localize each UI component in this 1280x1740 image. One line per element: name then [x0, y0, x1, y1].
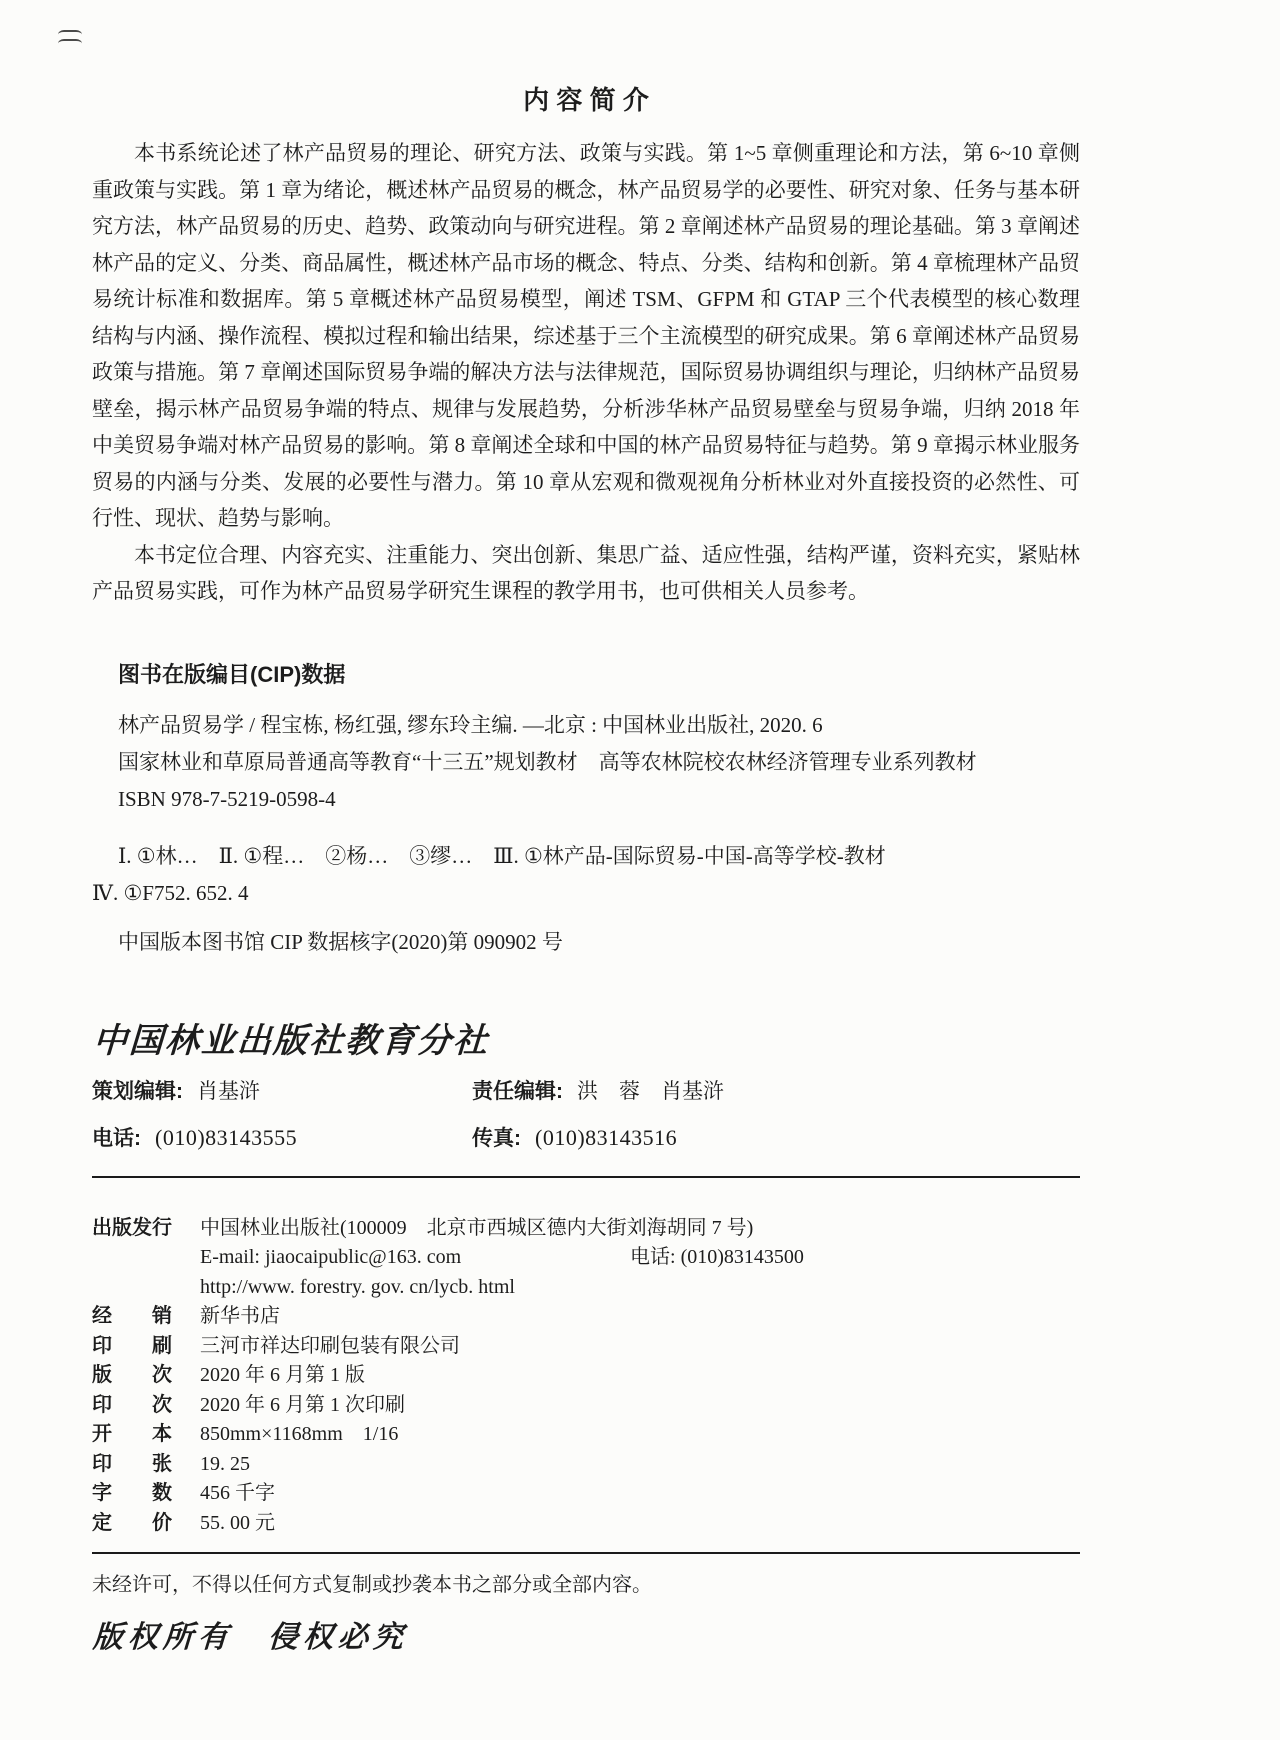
- phone-cell: [92, 1121, 472, 1156]
- cip-heading: 图书在版编目(CIP)数据: [118, 661, 346, 687]
- fax-number: (010)83143516: [535, 1124, 678, 1150]
- colophon-row-url: [92, 1273, 1080, 1303]
- wordcount-label: 字 数: [92, 1482, 172, 1504]
- page-content: [92, 0, 1080, 1656]
- resp-editor-names: 洪 蓉 肖基浒: [577, 1078, 724, 1103]
- intro-paragraph-2: 本书定位合理、内容充实、注重能力、突出创新、集思广益、适应性强，结构严谨，资料充实，紧贴林产品贸易实践，可作为林产品贸易学研究生课程的教学用书，也可供相关人员参考。: [92, 542, 1080, 603]
- colophon-row-price: [92, 1509, 1080, 1539]
- intro-paragraph-1: 本书系统论述了林产品贸易的理论、研究方法、政策与实践。第 1~5 章侧重理论和方法，第 6~10 章侧重政策与实践。第 1 章为绪论，概述林产品贸易的概念，林产品贸易学的必要性、研究对象、任务与基本研究方法，林产品贸易的历史、趋势、政策动向与研究进程。第 2 章阐述林产品贸易的理论基础。第 3 章阐述林产品的定义、分类、商品属性，概述林产品市场的概念、特点、分类、结构和创新。第 4 章梳理林产品贸易统计标准和数据库。第 5 章概述林产品贸易模型，阐述 TSM、GFPM 和 GTAP 三个代表模型的核心数理结构与内涵、操作流程、模拟过程和输出结果，综述基于三个主流模型的研究成果。第 6 章阐述林产品贸易政策与措施。第 7 章阐述国际贸易争端的解决方法与法律规范，国际贸易协调组织与理论，归纳林产品贸易壁垒，揭示林产品贸易争端的特点、规律与发展趋势，分析涉华林产品贸易壁垒与贸易争端，归纳 2018 年中美贸易争端对林产品贸易的影响。第 8 章阐述全球和中国的林产品贸易特征与趋势。第 9 章揭示林业服务贸易的内涵与分类、发展的必要性与潜力。第 10 章从宏观和微观视角分析林业对外直接投资的必然性、可行性、现状、趋势与影响。: [92, 141, 1080, 530]
- publisher-address: 中国林业出版社(100009 北京市西城区德内大街刘海胡同 7 号): [200, 1216, 754, 1239]
- empty-label: [92, 1243, 200, 1273]
- cip-record-block: [92, 707, 1080, 818]
- cip-classification-block: [92, 838, 1080, 912]
- copyright-notice: 未经许可，不得以任何方式复制或抄袭本书之部分或全部内容。: [92, 1574, 652, 1596]
- colophon-row-publisher: [92, 1214, 1080, 1244]
- format-value: 850mm×1168mm 1/16: [200, 1423, 399, 1445]
- plan-editor-cell: [92, 1074, 472, 1109]
- colophon-row-email: [92, 1243, 1080, 1273]
- colophon-row-impression: [92, 1391, 1080, 1421]
- cip-record-number: 中国版本图书馆 CIP 数据核字(2020)第 090902 号: [118, 929, 563, 954]
- price-value: 55. 00 元: [200, 1511, 275, 1534]
- sheets-label: 印 张: [92, 1452, 172, 1475]
- edition-label: 版 次: [92, 1364, 172, 1386]
- empty-label: [92, 1273, 200, 1303]
- fax-label: 传真:: [472, 1126, 521, 1150]
- page-title: 内 容 简 介: [523, 85, 649, 115]
- plan-editor-label: 策划编辑:: [92, 1079, 183, 1103]
- editors-row: [92, 1074, 1080, 1109]
- colophon-row-printing: [92, 1332, 1080, 1362]
- copyright-statement: 版权所有 侵权必究: [92, 1621, 409, 1654]
- publisher-phone-number: (010)83143500: [680, 1246, 804, 1268]
- wordcount-value: 456 千字: [200, 1482, 275, 1504]
- colophon-row-wordcount: [92, 1479, 1080, 1509]
- colophon-block: [92, 1214, 1080, 1539]
- resp-editor-label: 责任编辑:: [472, 1079, 563, 1103]
- plan-editor-name: 肖基浒: [197, 1078, 260, 1103]
- printing-label: 印 刷: [92, 1334, 172, 1357]
- sheets-value: 19. 25: [200, 1452, 250, 1475]
- divider-bottom: [92, 1552, 1080, 1554]
- resp-editor-cell: [472, 1074, 724, 1109]
- cip-title-line: 林产品贸易学 / 程宝栋, 杨红强, 缪东玲主编. —北京 : 中国林业出版社, 2020. 6: [118, 712, 823, 737]
- publisher-phone-label: 电话:: [630, 1246, 676, 1268]
- colophon-row-distribution: [92, 1302, 1080, 1332]
- impression-label: 印 次: [92, 1393, 172, 1416]
- colophon-row-format: [92, 1420, 1080, 1450]
- colophon-row-edition: [92, 1361, 1080, 1391]
- publisher-division-name: 中国林业出版社教育分社: [92, 1022, 491, 1060]
- phone-number: (010)83143555: [155, 1124, 298, 1150]
- cip-series-line: 国家林业和草原局普通高等教育“十三五”规划教材 高等农林院校农林经济管理专业系列教材: [118, 749, 977, 774]
- publisher-phone-group: [630, 1243, 804, 1273]
- publish-label: 出版发行: [92, 1216, 172, 1239]
- cip-isbn-line: ISBN 978-7-5219-0598-4: [118, 786, 336, 811]
- distribution-value: 新华书店: [200, 1305, 280, 1327]
- colophon-row-sheets: [92, 1450, 1080, 1480]
- contact-row: [92, 1121, 1080, 1156]
- printing-value: 三河市祥达印刷包装有限公司: [200, 1334, 460, 1357]
- scan-artifact-mark: [58, 30, 84, 48]
- publisher-url: http://www. forestry. gov. cn/lycb. html: [200, 1275, 515, 1298]
- distribution-label: 经 销: [92, 1305, 172, 1327]
- divider-top: [92, 1176, 1080, 1178]
- format-label: 开 本: [92, 1423, 172, 1445]
- edition-value: 2020 年 6 月第 1 版: [200, 1364, 365, 1386]
- impression-value: 2020 年 6 月第 1 次印刷: [200, 1393, 405, 1416]
- phone-label: 电话:: [92, 1126, 141, 1150]
- publisher-email: E-mail: jiaocaipublic@163. com: [200, 1246, 462, 1268]
- fax-cell: [472, 1121, 677, 1156]
- cip-classification-line-1: Ⅰ. ①林… Ⅱ. ①程… ②杨… ③缪… Ⅲ. ①林产品-国际贸易-中国-高等学校-教材: [118, 843, 886, 868]
- price-label: 定 价: [92, 1511, 172, 1534]
- cip-classification-line-2: Ⅳ. ①F752. 652. 4: [92, 880, 249, 905]
